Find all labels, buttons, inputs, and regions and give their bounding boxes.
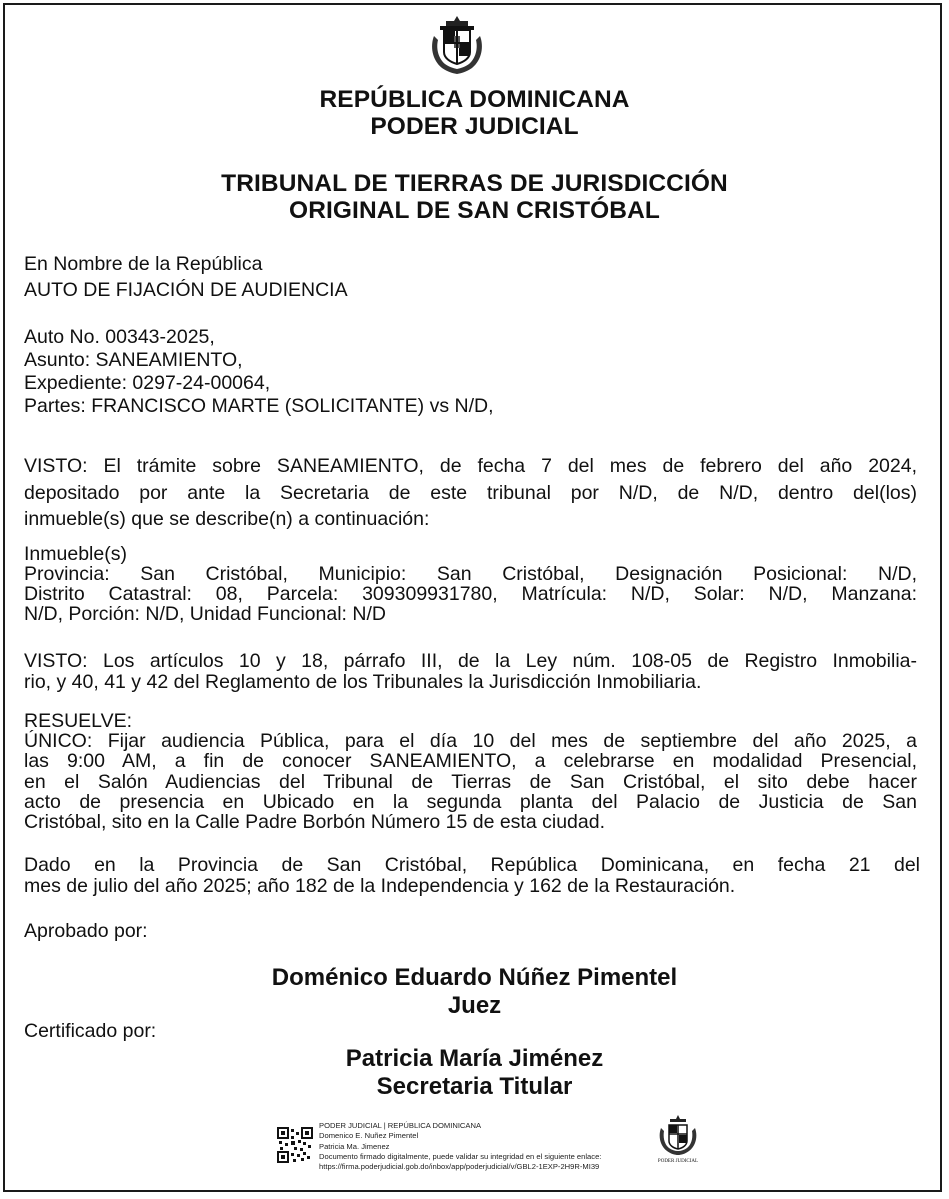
secretary-name: Patricia María Jiménez — [345, 1045, 604, 1072]
court-name-line2: ORIGINAL DE SAN CRISTÓBAL — [289, 197, 660, 224]
digital-signature-info — [319, 1121, 601, 1172]
resuelve-line: en el Salón Audiencias del Tribunal de Tierras de San Cristóbal, el sito debe hacer — [24, 770, 917, 793]
case-details — [24, 326, 917, 417]
poder-judicial-seal-icon — [657, 1114, 699, 1166]
resuelve-line: Cristóbal, sito en la Calle Padre Borbón Número 15 de esta ciudad. — [24, 811, 605, 834]
resuelve-line: acto de presencia en Ubicado en la segunda planta del Palacio de Justicia de San — [24, 790, 917, 813]
visto2-line: rio, y 40, 41 y 42 del Reglamento de los Tribunales la Jurisdicción Inmobiliaria. — [24, 671, 702, 693]
court-name-line1: TRIBUNAL DE TIERRAS DE JURISDICCIÓN — [221, 170, 728, 197]
coat-of-arms-icon — [428, 14, 486, 76]
case-expediente: Expediente: 0297-24-00064, — [24, 372, 271, 394]
visto-articulos — [24, 651, 917, 693]
judge-title: Juez — [447, 992, 502, 1019]
dado-en — [24, 855, 934, 897]
visto1-line: VISTO: El trámite sobre SANEAMIENTO, de fecha 7 del mes de febrero del año 2024, — [24, 455, 917, 477]
case-partes: Partes: FRANCISCO MARTE (SOLICITANTE) vs N/D, — [24, 395, 494, 417]
resuelve-line: ÚNICO: Fijar audiencia Pública, para el día 10 del mes de septiembre del año 2025, a — [24, 730, 917, 753]
intro-line1: En Nombre de la República — [24, 253, 263, 275]
dado-line: Dado en la Provincia de San Cristóbal, República Dominicana, en fecha 21 del — [24, 854, 920, 876]
certified-label: Certificado por: — [24, 1020, 157, 1042]
intro — [24, 253, 917, 301]
visto1-line: inmueble(s) que se describe(n) a continuación: — [24, 508, 430, 530]
visto1-line: depositado por ante la Secretaria de este tribunal por N/D, de N/D, dentro del(los) — [24, 481, 917, 504]
case-asunto: Asunto: SANEAMIENTO, — [24, 349, 243, 371]
qr-code-icon[interactable] — [277, 1127, 313, 1163]
footer-line1: PODER JUDICIAL | REPÚBLICA DOMINICANA — [319, 1121, 482, 1130]
approved-label: Aprobado por: — [24, 920, 148, 942]
inmueble-line: Distrito Catastral: 08, Parcela: 309309931780, Matrícula: N/D, Solar: N/D, Manzana: — [24, 583, 917, 605]
seal-caption: PODER JUDICIAL — [657, 1159, 699, 1164]
secretary-title: Secretaria Titular — [376, 1073, 573, 1100]
visto-tramite — [24, 453, 917, 533]
header-poder-judicial: PODER JUDICIAL — [370, 113, 579, 140]
footer-line2: Domenico E. Nuñez Pimentel — [319, 1131, 419, 1141]
inmueble-line: N/D, Porción: N/D, Unidad Funcional: N/D — [24, 603, 386, 625]
header-republica: REPÚBLICA DOMINICANA — [319, 86, 630, 113]
judge-name: Doménico Eduardo Núñez Pimentel — [271, 964, 678, 991]
footer-line4: Documento firmado digitalmente, puede validar su integridad en el siguiente enlace: — [319, 1151, 602, 1161]
footer-verify-link[interactable]: https://firma.poderjudicial.gob.do/inbox/app/poderjudicial/v/GBL2-1EXP-2H9R-MI39 — [319, 1162, 600, 1172]
resuelve — [24, 711, 917, 832]
visto2-line: VISTO: Los artículos 10 y 18, párrafo III, de la Ley núm. 108-05 de Registro Inmobilia- — [24, 650, 917, 672]
case-auto: Auto No. 00343-2025, — [24, 326, 215, 348]
resuelve-line: las 9:00 AM, a fin de conocer SANEAMIENTO, a celebrarse en modalidad Presencial, — [24, 750, 917, 773]
footer-line3: Patricia Ma. Jimenez — [319, 1141, 390, 1151]
inmueble-details — [24, 544, 917, 624]
inmueble-line: Inmueble(s) — [24, 543, 127, 565]
intro-line2: AUTO DE FIJACIÓN DE AUDIENCIA — [24, 279, 348, 301]
inmueble-line: Provincia: San Cristóbal, Municipio: San Cristóbal, Designación Posicional: N/D, — [24, 563, 917, 585]
dado-line: mes de julio del año 2025; año 182 de la Independencia y 162 de la Restauración. — [24, 875, 736, 897]
resuelve-heading: RESUELVE: — [24, 710, 133, 732]
